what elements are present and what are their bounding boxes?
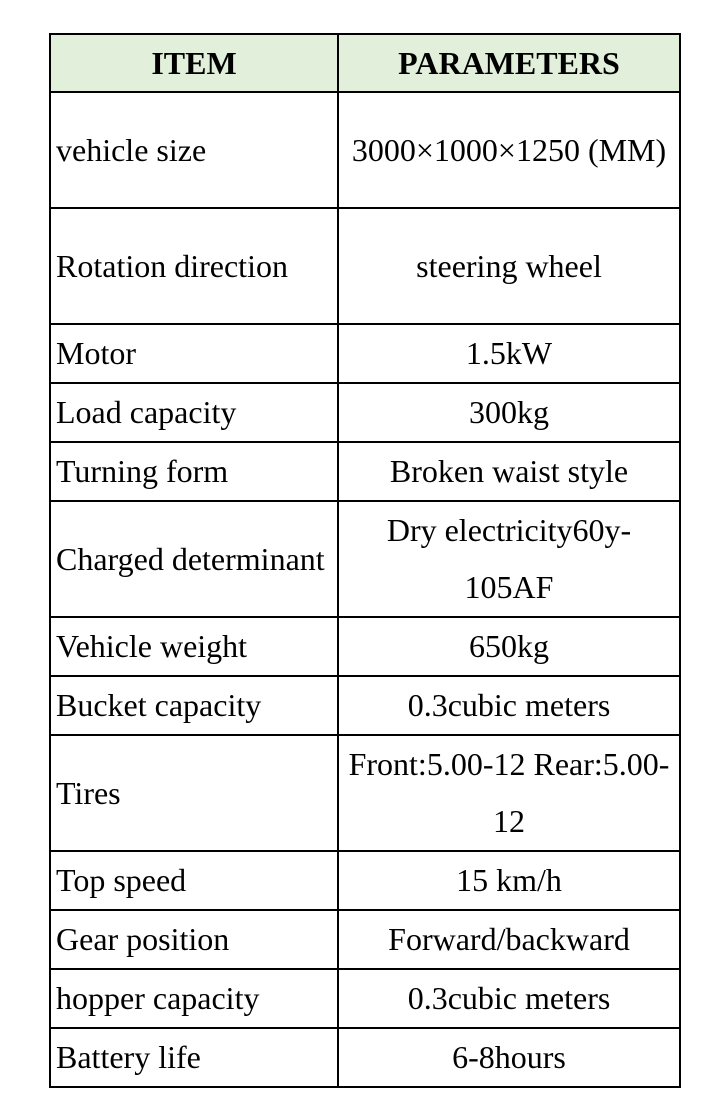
item-cell: vehicle size (50, 92, 338, 208)
header-row (50, 34, 680, 92)
item-cell: Load capacity (50, 383, 338, 442)
table-row (50, 501, 680, 617)
table-row (50, 1028, 680, 1087)
parameter-cell: Forward/backward (338, 910, 680, 969)
header-item: ITEM (50, 34, 338, 92)
parameter-cell: 0.3cubic meters (338, 969, 680, 1028)
table-row (50, 910, 680, 969)
parameter-cell: Broken waist style (338, 442, 680, 501)
table-row (50, 324, 680, 383)
table-row (50, 383, 680, 442)
item-cell: Bucket capacity (50, 676, 338, 735)
table-row (50, 851, 680, 910)
parameter-cell: 6-8hours (338, 1028, 680, 1087)
item-cell: Rotation direction (50, 208, 338, 324)
item-cell: Vehicle weight (50, 617, 338, 676)
item-cell: Charged determinant (50, 501, 338, 617)
parameter-cell: Front:5.00-12 Rear:5.00-12 (338, 735, 680, 851)
item-cell: Gear position (50, 910, 338, 969)
item-cell: Battery life (50, 1028, 338, 1087)
parameter-cell: 300kg (338, 383, 680, 442)
table-row (50, 969, 680, 1028)
table-row (50, 92, 680, 208)
table-row (50, 676, 680, 735)
parameter-cell: 650kg (338, 617, 680, 676)
parameter-cell: 15 km/h (338, 851, 680, 910)
parameter-cell: 0.3cubic meters (338, 676, 680, 735)
header-parameters: PARAMETERS (338, 34, 680, 92)
table-row (50, 735, 680, 851)
parameter-cell: steering wheel (338, 208, 680, 324)
table-row (50, 208, 680, 324)
item-cell: Top speed (50, 851, 338, 910)
table-row (50, 442, 680, 501)
spec-table (49, 33, 681, 1088)
parameter-cell: 3000×1000×1250 (MM) (338, 92, 680, 208)
item-cell: hopper capacity (50, 969, 338, 1028)
parameter-cell: Dry electricity60y-105AF (338, 501, 680, 617)
item-cell: Motor (50, 324, 338, 383)
parameter-cell: 1.5kW (338, 324, 680, 383)
item-cell: Turning form (50, 442, 338, 501)
item-cell: Tires (50, 735, 338, 851)
table-row (50, 617, 680, 676)
